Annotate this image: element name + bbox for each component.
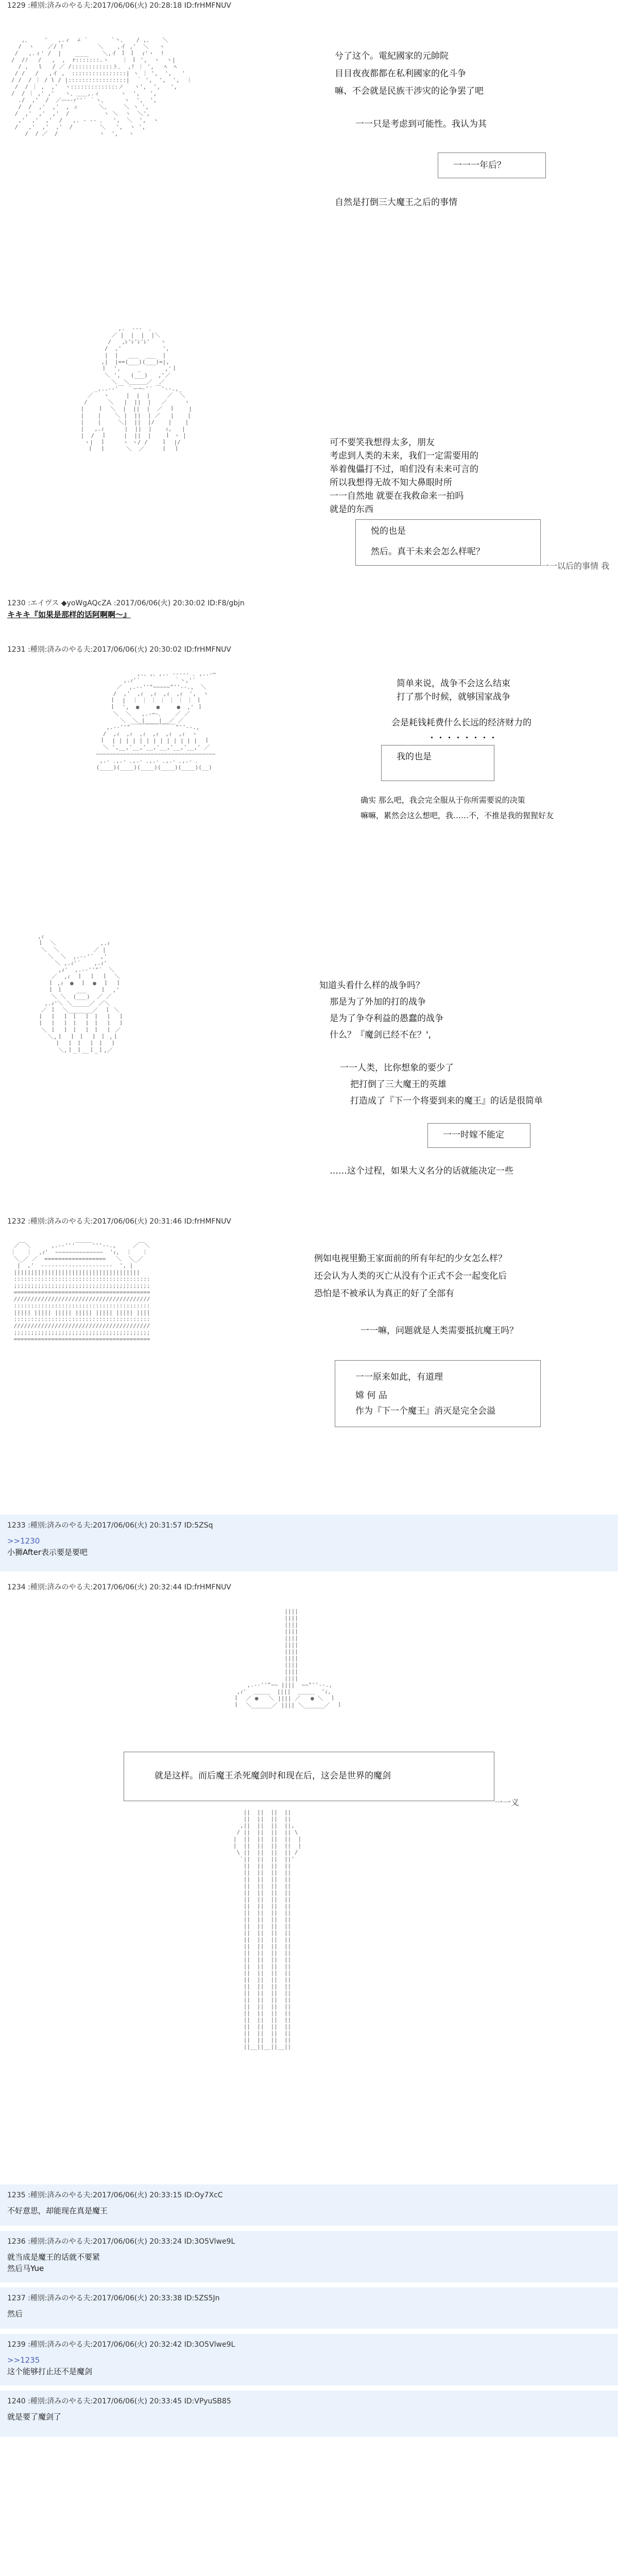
dialogue-line: 悦的也是 xyxy=(371,526,406,536)
dialogue-line: 一一原来如此，有道理 xyxy=(355,1372,443,1382)
dialogue-line: 可不要笑我想得太多，朋友 xyxy=(330,437,435,448)
post-header: 1235 :種別:済みのやる夫:2017/06/06(火) 20:33:15 ID:Oy7XcC xyxy=(7,2191,223,2199)
reply-link[interactable]: >>1230 xyxy=(7,1536,40,1546)
post-header: 1234 :種別:済みのやる夫:2017/06/06(火) 20:32:44 ID:frHMFNUV xyxy=(7,1583,231,1591)
ascii-art-character: ,、 ' ,.ィ ∠ ´ `丶、 / ,、 ＼ / ヽ ／/ ! ＼ ,イ ,' ＼ ヽ / ,.ィ' / | ____ ＼,イ ｌ ｌ ｨ'ヽ ! / /ﾉ / , , r:::::::.ヽ ｜ ｌ ', ヽ ヽ| / , l / ／ /::::::::::::ト､ ,! ｜ ', ﾍ ﾍ / / / ,イ , ::::::::::::::::| ヽ ｜ ', ', ' / / / ｜ / l / |:::::::::::::::::| ｀ ', ', ', ｜ / / ｜ , ,' ヽ::::::::::::::ノ ヽ', ', ', / / ｜ ,' ,' ヽ、＿＿,.ィ ヽ ', ', ./ ,' / ／ーｰ‐ｧ''´ ｀ヽ、 ヽ ', ', / / ,' ,' , ィ ＼、 ＼ ヽ ', / ,' ,' ,' / ヽ ＼ ヽ ＼', ,' ,' ,' / ,. - ‐- ､ ', ＼ ', ヽ / ,' ,' ,' / ＼ ', ヽ ', / / ／ / ヽ ', ヽ xyxy=(11,37,192,137)
dialogue-line: 打造成了『下一个将要到来的魔王』的话是很简单 xyxy=(350,1096,543,1106)
dialogue-line: 一一人类，比你想象的要少了 xyxy=(340,1063,454,1073)
dialogue-line: 所以我想得无故不知大鼻眼时所 xyxy=(330,478,452,488)
post-header: 1239 :種別:済みのやる夫:2017/06/06(火) 20:32:42 ID:3O5Vlwe9L xyxy=(7,2341,235,2349)
ascii-art-sword-figure-lower: || || || || || || || || ,|| || || ||, / || || || || \ | || || || || | | || || || || | \ || || || || / `|| || || ||' || || || || || || || || || || || || || || || || || || || || || || || || || || || || || || || || || || || || || || || || || || || || || || || || || || || || || || || || || || || || || || || || || || || || || || || || || || || || || || || || || || || || || || || || || || || || || || || || || || || || || || || || || || || || ||__||__||__|| xyxy=(233,1809,302,2050)
speech-tail: 一一义 xyxy=(494,1798,520,1807)
dialogue-line: 那是为了外加的打的战争 xyxy=(330,997,426,1007)
dialogue-line: 然后。真干未来会怎么样呢？ xyxy=(371,547,485,557)
dialogue-line: 目目夜夜都都在私利國家的化斗争 xyxy=(335,69,466,79)
dialogue-line: 知道头看什么样的战争吗？ xyxy=(319,980,424,991)
dialogue-line: 作为『下一个魔王』消灭是完全会溢 xyxy=(355,1406,495,1416)
post-header: 1233 :種別:済みのやる夫:2017/06/06(火) 20:31:57 ID:5ZSq xyxy=(7,1521,213,1530)
dialogue-line: 嫦 何 品 xyxy=(355,1391,387,1401)
post-1232 xyxy=(0,1216,618,1227)
speech-tail: 一一以后的事情 我 xyxy=(541,561,610,571)
post-1235 xyxy=(0,2184,618,2226)
post-body: 这个能够打止还不是魔剑 xyxy=(7,2367,93,2376)
post-body: 就当成是魔王的话就不要紧 xyxy=(7,2252,100,2262)
post-header: 1236 :種別:済みのやる夫:2017/06/06(火) 20:33:24 ID:3O5Vlwe9L xyxy=(7,2238,235,2246)
dialogue-line: 恐怕是不被承认为真正的好了全部有 xyxy=(314,1289,454,1299)
post-body: 就是要了魔剑了 xyxy=(7,2412,62,2421)
post-header: 1230 :エイヴス ◆yoWgAQcZA :2017/06/06(火) 20:30:02 ID:F8/gbjn xyxy=(7,599,245,607)
reply-link[interactable]: >>1235 xyxy=(7,2355,40,2365)
ascii-art-cloaked-figure: ,ｨ ｌ ＼ ,.ｨ ＼ ＼ ／ | ＼ ＼ ,.-‐'´ ,' ＼ ,.ｨ'´ ,.ｨ' ,ｨ' ,.-‐''"´ ＼ ／ ,ｨ ｌ ｌ ｌ ＼ ｌ ,ｨ ● ｌ ● ｌ ｌ ｌ ｌ ___ ｌ ,' ＼ ＼ (___) ／ ／ ,.ｨ'＼ ＼_____／ ／＼ ／ ｌ ＼_______／ ｌ ＼ ｌ ｌ ｌ ｌ ｌ ｌ ｌ ｌ ｌ ｌ ｌ ｌ ｌ ｌ ｌ ｌ ＼ ｌ ｌ ｌ ｌ ｌ ｌ ／ ＼,ｌ ｌ ｌ ｌ ｌ ,ｌ ｌ ｌ ｌ ｌ ｌ ｌ ＼,ｌ_ｌ__ｌ_ｌ,／ xyxy=(38,933,124,1054)
dialogue-line: 嘛嘛，累然会这么想吧，我……不，不推是我的猩猩好友 xyxy=(360,811,554,820)
post-1236 xyxy=(0,2231,618,2282)
post-1231 xyxy=(0,644,618,655)
post-1234 xyxy=(0,1582,618,1593)
post-1240 xyxy=(0,2391,618,2437)
post-1237 xyxy=(0,2287,618,2329)
dialogue-line: 嘛、不会就是民族干涉灾的论争罢了吧 xyxy=(335,86,484,96)
dialogue-line: 是为了争夺利益的愚蠢的战争 xyxy=(330,1013,443,1024)
dialogue-line: 一一只是考虑到可能性。我认为其 xyxy=(355,119,487,129)
dialogue-line: 把打倒了三大魔王的英雄 xyxy=(350,1079,447,1090)
post-body: 不好意思，却能现在真是魔王 xyxy=(7,2206,108,2215)
dialogue-line: 举着傀儡打不过，咱们没有未来可言的 xyxy=(330,464,478,474)
dialogue-line: 打了那个时候，就够国家战争 xyxy=(397,692,510,702)
ascii-art-sword-figure: |||| |||| |||| |||| |||| |||| |||| |||| |||| |||| |||| ,.-‐''"~~ |||| ~~"''‐-., ,ｨ' ＿＿＿ |||| ＿＿＿ 'ｨ, ｌ ／ ● ＼ |||| ／ ● ＼ ｌ ｌ ＼______／ |||| ＼______／ ｌ xyxy=(233,1608,342,1708)
dialogue-line: 就是这样。而后魔王杀死魔剑时和现在后，这会是世界的魔剑 xyxy=(154,1771,391,1781)
post-header: 1232 :種別:済みのやる夫:2017/06/06(火) 20:31:46 ID:frHMFNUV xyxy=(7,1217,231,1226)
dialogue-line: 我的也是 xyxy=(397,752,432,762)
dialogue-line: 还会认为人类的灭亡从没有个正式不会一起变化后 xyxy=(314,1271,507,1281)
dialogue-line: 确实 那么吧，我会完全服从于你所需要说的决策 xyxy=(360,795,525,805)
post-1233 xyxy=(0,1515,618,1571)
post-1230 xyxy=(0,598,618,620)
post-header: 1231 :種別:済みのやる夫:2017/06/06(火) 20:30:02 ID:frHMFNUV xyxy=(7,646,231,654)
dialogue-line: 一一嘛，问题就是人类需要抵抗魔王吗？ xyxy=(360,1326,518,1336)
ascii-art-crowd: ／￣＼ ,.-‐'''￣￣￣'''‐-., ／￣＼ ｜ ｜ ,ｨ' ~~~~~~~~~~~~~~ 'ｨ, ｜ ｜ ＼_／ ／ ================== ＼ ＼_／ | ,' --------------------- ', | ||||||||||||||||||||||||||||||||||||| :::::::::::::::::::::::::::::::::::::::: ;;;;;;;;;;;;;;;;;;;;;;;;;;;;;;;;;;;;;;;; ======================================== //////////////////////////////////////// :::::::::::::::::::::::::::::::::::::::: ||||| ||||| ||||| ||||| ||||| ||||| |||| :::::::::::::::::::::::::::::::::::::::: //////////////////////////////////////// ;;;;;;;;;;;;;;;;;;;;;;;;;;;;;;;;;;;;;;;; ======================================== xyxy=(10,1242,150,1343)
dialogue-line: 一一一年后？ xyxy=(453,160,506,171)
post-header: 1240 :種別:済みのやる夫:2017/06/06(火) 20:33:45 ID:VPyuSB85 xyxy=(7,2397,231,2405)
dialogue-line: 兮了这个。電紀國家的元帥院 xyxy=(335,51,449,61)
post-body: キキキ『如果是那样的话阿啊啊～』 xyxy=(7,610,131,619)
ascii-art-glasses-man: ,. --- ､ ／ | | | |＼ / ,ﾚ'ﾚ'ﾚ'ﾚ' ヽ / ,' ', | | ___ ___ | ,| |==(___)(___)=|, ｌ ', _ ,'ｌ ＼ ', (___) ,'／ ＼ ＼＿＿＿／ ／ _,..-‐'￣ ｀ー─‐'´ ￣'‐-.,_ ／ ヽ | | | ／ ＼ / ＼ | || | ／ ヽ | ｌ ＼ | || | ／ ｌ | | | ＼ | || | ／ | | | | ＼| || |/ | | | ,.ｨ | || | ｨ, | | / ｌ | || | ｌ ヽ | ヽ| ｌ ヽ ヽ/ / ｌ |/ ｌ ｌ ＼ ／ ｌ ｌ xyxy=(80,325,192,452)
dialogue-line: 一一自然地 就要在我救命来一拍吗 xyxy=(330,491,464,501)
post-header: 1229 :種別:済みのやる夫:2017/06/06(火) 20:28:18 ID:frHMFNUV xyxy=(7,2,231,10)
post-body: 然后马Yue xyxy=(7,2264,44,2273)
post-header: 1237 :種別:済みのやる夫:2017/06/06(火) 20:33:38 ID:5ZS5Jn xyxy=(7,2294,220,2302)
dialogue-line: 简单来说，战争不会这么结束 xyxy=(397,679,510,689)
post-body: 然后 xyxy=(7,2309,23,2318)
dialogue-line: ・・・・・・・・ xyxy=(427,733,497,743)
dialogue-line: ……这个过程，如果大义名分的话就能决定一些 xyxy=(330,1166,513,1176)
dialogue-line: 会是耗钱耗费什么长远的经济财力的 xyxy=(391,718,531,728)
dialogue-line: 自然是打倒三大魔王之后的事情 xyxy=(335,197,457,208)
dialogue-line: 什么？『魔剑已经不在？', xyxy=(330,1030,432,1040)
dialogue-line: 考虑到人类的未来，我们一定需要用的 xyxy=(330,451,478,461)
post-1239 xyxy=(0,2334,618,2385)
dialogue-line: 一一时嫁不能定 xyxy=(443,1130,504,1140)
dialogue-line: 例如电视里勤王家面前的所有年纪的少女怎么样？ xyxy=(314,1253,507,1264)
post-body: 小狮After表示要是要吧 xyxy=(7,1548,88,1557)
dialogue-line: 就是的东西 xyxy=(330,504,373,515)
ascii-art-group: ,.、,、,.. ---‐- ､ ,..-─ ,.ｨ'´ ｀ヽ,'´ ／ ,.-‐''"~~~~~"''‐-., ＼ / ,' ,ｨ ,ｨ ,ｨ ,ｨ ', ヽ ｌ | ｜ ｜ ｜ ｜ ｜ ｜ ｜ ｌ ｌ ', ● ● ● ,' ｌ ＼ ＼ ,.-─-､ ／ ／ ＼ ＼_|____|__／ ／ ,.-‐''"￣￣￣￣￣￣￣￣"''‐-., / ,ｨ ,ｨ ,ｨ ,ｨ ,ｨ ,ｨ ヽ ｌ | | | | | | | | | | | | | ｌ ＼ ',__,'__,'__,'__,'__,'__,' ／ ~~~~~~~~~~~~~~~~~~~~~~~~~~~~~~~~~~~ ,.- ､,.- ､,.- ､,.- ､,.- ､,.- ､ (____)(____)(____)(____)(____)(__) xyxy=(96,670,216,771)
